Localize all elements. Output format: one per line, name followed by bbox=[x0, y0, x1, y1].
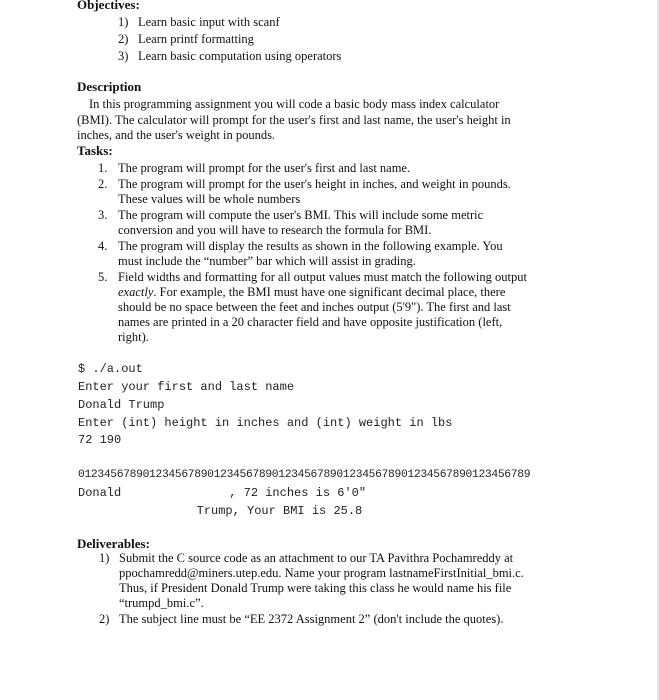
task-line: conversion and you will have to research the formula for BMI. bbox=[118, 223, 432, 237]
terminal-line: 72 190 bbox=[78, 433, 122, 447]
task-line: These values will be whole numbers bbox=[118, 192, 301, 206]
objective-text: Learn basic input with scanf bbox=[138, 15, 280, 29]
output-line: Trump, Your BMI is 25.8 bbox=[103, 504, 363, 518]
task-number: 2. bbox=[98, 177, 108, 191]
terminal-line: $ ./a.out bbox=[78, 362, 143, 376]
tasks-heading: Tasks: bbox=[77, 143, 113, 158]
objective-text: Learn printf formatting bbox=[138, 32, 254, 46]
output-line: Donald , 72 inches is 6'0" bbox=[78, 486, 367, 500]
task-number: 3. bbox=[98, 208, 108, 222]
terminal-line: Enter (int) height in inches and (int) weight in lbs bbox=[78, 416, 453, 430]
deliverable-line: ppochamredd@miners.utep.edu. Name your program lastnameFirstInitial_bmi.c. bbox=[119, 566, 524, 580]
task-line: right). bbox=[118, 330, 149, 344]
objective-number: 1) bbox=[118, 15, 129, 29]
task-line-rest: . For example, the BMI must have one significant decimal place, there bbox=[153, 285, 506, 299]
terminal-line: Enter your first and last name bbox=[78, 380, 295, 394]
number-ruler: 0123456789012345678901234567890123456789012345678901234567890123456789 bbox=[78, 469, 531, 481]
objective-number: 3) bbox=[118, 49, 129, 63]
task-line: must include the “number” bar which will assist in grading. bbox=[118, 254, 416, 268]
task-line: Field widths and formatting for all output values must match the following output bbox=[118, 270, 527, 284]
task-line: The program will compute the user's BMI. This will include some metric bbox=[118, 208, 484, 222]
task-number: 1. bbox=[98, 161, 108, 175]
task-line: The program will prompt for the user's first and last name. bbox=[118, 161, 411, 175]
task-line: should be no space between the feet and inches output (5'9"). The first and last bbox=[118, 300, 511, 314]
description-heading: Description bbox=[77, 79, 142, 94]
deliverables-heading: Deliverables: bbox=[77, 536, 150, 551]
deliverable-line: Submit the C source code as an attachment to our TA Pavithra Pochamreddy at bbox=[119, 551, 514, 565]
objectives-heading: Objectives: bbox=[77, 0, 140, 12]
task-number: 4. bbox=[98, 239, 108, 253]
terminal-line: Donald Trump bbox=[78, 398, 165, 412]
emphasis-exactly: exactly bbox=[118, 285, 154, 299]
task-line: names are printed in a 20 character field and have opposite justification (left, bbox=[118, 315, 503, 329]
deliverable-line: The subject line must be “EE 2372 Assignment 2” (don't include the quotes). bbox=[119, 612, 504, 626]
objective-number: 2) bbox=[118, 32, 129, 46]
task-line: The program will prompt for the user's height in inches, and weight in pounds. bbox=[118, 177, 511, 191]
task-line: The program will display the results as shown in the following example. You bbox=[118, 239, 503, 253]
description-line: In this programming assignment you will code a basic body mass index calculator bbox=[89, 97, 500, 111]
task-number: 5. bbox=[98, 270, 108, 284]
description-line: (BMI). The calculator will prompt for the user's first and last name, the user's height in bbox=[77, 113, 511, 127]
deliverable-line: “trumpd_bmi.c”. bbox=[119, 596, 204, 610]
deliverable-number: 1) bbox=[99, 551, 110, 565]
deliverable-number: 2) bbox=[99, 612, 110, 626]
task-line bbox=[118, 285, 505, 300]
deliverable-line: Thus, if President Donald Trump were taking this class he would name his file bbox=[119, 581, 512, 595]
description-line: inches, and the user's weight in pounds. bbox=[77, 128, 276, 142]
objective-text: Learn basic computation using operators bbox=[138, 49, 342, 63]
